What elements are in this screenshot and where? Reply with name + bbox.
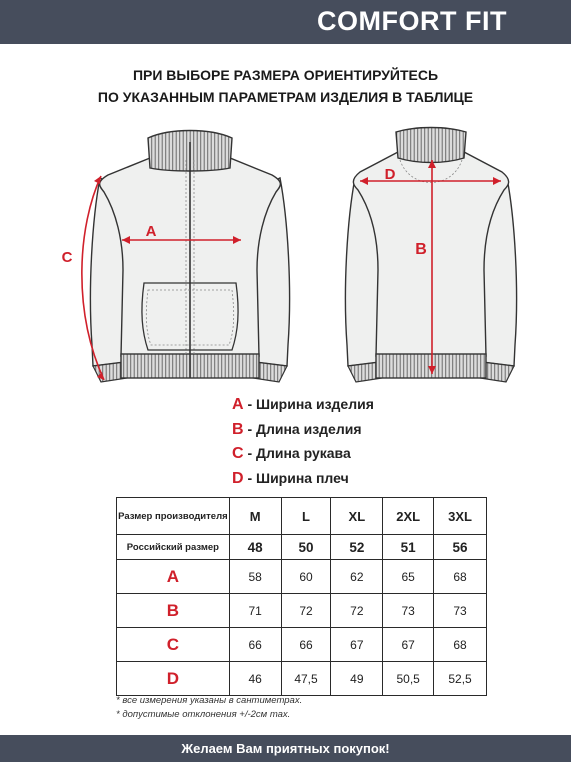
table-row bbox=[117, 662, 487, 696]
jacket-back bbox=[345, 128, 516, 383]
label-c: C bbox=[61, 249, 73, 266]
legend-letter: C bbox=[232, 445, 244, 462]
size-header: M bbox=[229, 498, 281, 535]
label-a: A bbox=[145, 223, 157, 240]
table-cell: 71 bbox=[229, 594, 281, 628]
table-header-row bbox=[117, 498, 487, 535]
footnotes bbox=[116, 694, 302, 722]
table-cell: 47,5 bbox=[281, 662, 331, 696]
table-cell: 58 bbox=[229, 560, 281, 594]
russian-size: 51 bbox=[383, 535, 434, 560]
table-cell: 62 bbox=[331, 560, 383, 594]
legend-letter: A bbox=[232, 396, 244, 413]
table-cell: 60 bbox=[281, 560, 331, 594]
size-header: L bbox=[281, 498, 331, 535]
brand-title: COMFORT FIT bbox=[317, 6, 507, 36]
russian-size: 56 bbox=[434, 535, 487, 560]
headline-line-1: ПРИ ВЫБОРЕ РАЗМЕРА ОРИЕНТИРУЙТЕСЬ bbox=[132, 67, 439, 83]
table-cell: 49 bbox=[331, 662, 383, 696]
label-b: B bbox=[415, 241, 427, 258]
row-label: C bbox=[117, 628, 230, 662]
table-cell: 73 bbox=[434, 594, 487, 628]
label-d: D bbox=[384, 166, 396, 183]
size-header: 2XL bbox=[383, 498, 434, 535]
footnote-tolerance: * допустимые отклонения +/-2см тах. bbox=[116, 709, 291, 720]
russian-size-row bbox=[117, 535, 487, 560]
row-label: B bbox=[117, 594, 230, 628]
table-cell: 65 bbox=[383, 560, 434, 594]
russian-size-label: Российский размер bbox=[117, 535, 230, 560]
table-cell: 68 bbox=[434, 560, 487, 594]
legend-item bbox=[232, 445, 374, 470]
table-cell: 46 bbox=[229, 662, 281, 696]
table-row bbox=[117, 628, 487, 662]
size-header: XL bbox=[331, 498, 383, 535]
table-cell: 52,5 bbox=[434, 662, 487, 696]
table-cell: 50,5 bbox=[383, 662, 434, 696]
jacket-front bbox=[62, 131, 290, 383]
table-cell: 66 bbox=[229, 628, 281, 662]
legend-text: - Ширина плеч bbox=[243, 469, 349, 486]
legend-letter: B bbox=[232, 420, 244, 438]
legend-item bbox=[232, 396, 374, 421]
legend-text: - Длина изделия bbox=[243, 420, 362, 437]
maker-size-label: Размер производителя bbox=[117, 498, 230, 535]
table-row bbox=[117, 560, 487, 594]
row-label: A bbox=[117, 560, 230, 594]
table-cell: 73 bbox=[383, 594, 434, 628]
legend-letter: D bbox=[232, 469, 244, 487]
table-cell: 67 bbox=[383, 628, 434, 662]
legend-item bbox=[232, 470, 374, 495]
measurement-legend bbox=[232, 396, 374, 494]
jacket-illustration bbox=[0, 118, 571, 390]
header-bar bbox=[0, 0, 571, 44]
russian-size: 52 bbox=[331, 535, 383, 560]
russian-size: 50 bbox=[281, 535, 331, 560]
footer-bar bbox=[0, 735, 571, 762]
footnote-units: * все измерения указаны в сантиметрах. bbox=[116, 695, 303, 706]
legend-text: - Ширина изделия bbox=[243, 396, 374, 412]
table-row bbox=[117, 594, 487, 628]
footer-text: Желаем Вам приятных покупок! bbox=[181, 741, 390, 756]
legend-item bbox=[232, 421, 374, 446]
legend-text: - Длина рукава bbox=[243, 445, 351, 461]
headline bbox=[0, 64, 571, 108]
table-cell: 68 bbox=[434, 628, 487, 662]
table-cell: 72 bbox=[331, 594, 383, 628]
table-cell: 66 bbox=[281, 628, 331, 662]
size-table bbox=[116, 497, 487, 696]
headline-line-2: ПО УКАЗАННЫМ ПАРАМЕТРАМ ИЗДЕЛИЯ В ТАБЛИЦЕ bbox=[97, 89, 474, 105]
row-label: D bbox=[117, 662, 230, 696]
size-header: 3XL bbox=[434, 498, 487, 535]
table-cell: 72 bbox=[281, 594, 331, 628]
russian-size: 48 bbox=[229, 535, 281, 560]
table-cell: 67 bbox=[331, 628, 383, 662]
